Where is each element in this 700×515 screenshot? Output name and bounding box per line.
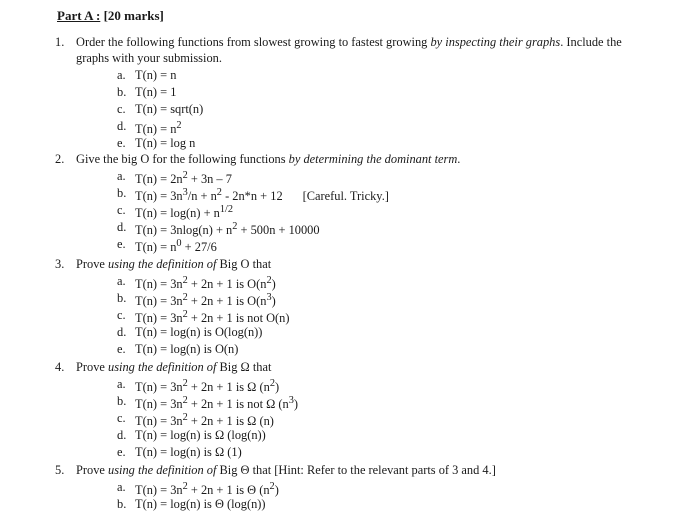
superscript: 2 [182, 378, 188, 389]
marks-label: [20 marks] [103, 8, 164, 23]
list-item [55, 185, 655, 202]
item-text: + 2n + 1 is Θ (n [187, 483, 270, 498]
item-text: T(n) = 1 [135, 85, 177, 99]
item-label: e. [117, 237, 126, 251]
item-label: e. [117, 342, 126, 356]
list-item [55, 341, 655, 358]
question-number: 1. [55, 35, 65, 49]
item-text: T(n) = n [135, 68, 177, 82]
question-text-part: . [457, 152, 461, 166]
question-text-part: Prove [76, 257, 109, 271]
superscript: 0 [176, 238, 182, 249]
item-text: T(n) = 3n [135, 397, 183, 412]
question-text-part: Prove [76, 463, 109, 477]
item-label: a. [117, 377, 126, 391]
superscript: 3 [288, 395, 294, 406]
superscript: 2 [182, 170, 188, 181]
item-label: c. [117, 308, 126, 322]
question-1 [55, 34, 655, 152]
question-emphasis: using the definition of [108, 463, 217, 477]
question-emphasis: by inspecting their graphs [430, 35, 561, 49]
question-emphasis: using the definition of [108, 360, 217, 374]
question-text-part: Big Ω that [216, 360, 272, 374]
item-text: + 500n + 10000 [237, 223, 320, 238]
item-text: T(n) = 3n [135, 380, 183, 395]
item-text: T(n) = log(n) + n [135, 206, 220, 221]
superscript: 2 [266, 275, 272, 286]
item-label: d. [117, 428, 127, 442]
item-text: T(n) = 3nlog(n) + n [135, 223, 233, 238]
item-text: T(n) = log(n) is Ω (1) [135, 445, 242, 459]
item-text: + 2n + 1 is O(n [187, 277, 267, 292]
superscript: 2 [182, 481, 188, 492]
superscript: 2 [182, 309, 188, 320]
list-item [55, 273, 655, 290]
item-label: e. [117, 445, 126, 459]
list-item [55, 168, 655, 185]
item-label: c. [117, 203, 126, 217]
item-label: d. [117, 119, 127, 133]
part-heading [57, 8, 164, 24]
item-text: T(n) = sqrt(n) [135, 102, 204, 116]
list-item [55, 67, 655, 84]
superscript: 2 [182, 275, 188, 286]
item-label: b. [117, 497, 127, 511]
list-item [55, 427, 655, 444]
item-text: T(n) = log n [135, 136, 196, 150]
superscript: 1/2 [219, 204, 234, 215]
item-text: + 2n + 1 is O(n [187, 294, 267, 309]
item-text: T(n) = 3n [135, 189, 183, 204]
item-label: a. [117, 169, 126, 183]
item-text: + 3n – 7 [187, 172, 232, 187]
superscript: 2 [269, 378, 275, 389]
item-text: + 2n + 1 is not Ω (n [187, 397, 289, 412]
list-item [55, 135, 655, 152]
superscript: 2 [182, 395, 188, 406]
list-item [55, 118, 655, 135]
superscript: 3 [266, 292, 272, 303]
item-text: - 2n*n + 12 [221, 189, 283, 204]
item-label: a. [117, 480, 126, 494]
superscript: 2 [182, 412, 188, 423]
question-emphasis: using the definition of [108, 257, 217, 271]
careful-note: [Careful. Tricky.] [302, 189, 389, 204]
item-text: T(n) = 3n [135, 414, 183, 429]
list-item [55, 202, 655, 219]
item-text: T(n) = log(n) is Ω (log(n)) [135, 428, 266, 442]
item-text: T(n) = n [135, 122, 177, 137]
item-text: T(n) = log(n) is Θ (log(n)) [135, 497, 266, 511]
list-item [55, 324, 655, 341]
question-number: 2. [55, 152, 65, 166]
superscript: 3 [182, 187, 188, 198]
item-text: T(n) = 3n [135, 311, 183, 326]
question-text-part: Give the big O for the following functions [76, 152, 289, 166]
superscript: 2 [176, 120, 182, 131]
list-item [55, 479, 655, 496]
list-item [55, 410, 655, 427]
item-text: T(n) = 3n [135, 277, 183, 292]
item-list [55, 273, 655, 358]
item-label: a. [117, 68, 126, 82]
list-item [55, 290, 655, 307]
item-text: T(n) = log(n) is O(n) [135, 342, 239, 356]
item-text: ) [274, 380, 280, 395]
question-2 [55, 151, 655, 253]
item-list [55, 67, 655, 152]
item-text: + 2n + 1 is not O(n) [187, 311, 290, 326]
question-number: 3. [55, 257, 65, 271]
item-text: T(n) = n [135, 240, 177, 255]
question-text-part: Order the following functions from slowest growing to fastest growing [76, 35, 431, 49]
item-text: T(n) = log(n) is O(log(n)) [135, 325, 263, 339]
list-item [55, 307, 655, 324]
question-emphasis: by determining the dominant term [288, 152, 458, 166]
item-list [55, 479, 655, 513]
item-list [55, 376, 655, 461]
list-item [55, 393, 655, 410]
part-label: Part A : [57, 8, 101, 23]
item-label: b. [117, 291, 127, 305]
question-text-part: . Include the graphs with your submission. [76, 35, 622, 65]
question-text [55, 151, 655, 167]
item-text: T(n) = 3n [135, 294, 183, 309]
question-text-part: Big O that [216, 257, 272, 271]
item-text: + 2n + 1 is Ω (n) [187, 414, 274, 429]
question-text [55, 256, 655, 272]
item-text: + 2n + 1 is Ω (n [187, 380, 270, 395]
superscript: 2 [232, 221, 238, 232]
superscript: 2 [269, 481, 275, 492]
list-item [55, 219, 655, 236]
superscript: 2 [216, 187, 222, 198]
item-label: a. [117, 274, 126, 288]
superscript: 2 [182, 292, 188, 303]
item-text: ) [271, 294, 276, 309]
item-label: c. [117, 102, 126, 116]
item-label: e. [117, 136, 126, 150]
question-text-part: Big Θ that [Hint: Refer to the relevant parts of 3 and 4.] [216, 463, 496, 477]
item-label: d. [117, 325, 127, 339]
item-list [55, 168, 655, 253]
item-text: T(n) = 3n [135, 483, 183, 498]
question-text-part: Prove [76, 360, 109, 374]
item-label: d. [117, 220, 127, 234]
question-3 [55, 256, 655, 358]
item-label: b. [117, 186, 127, 200]
list-item [55, 444, 655, 461]
item-text: ) [274, 483, 279, 498]
list-item [55, 496, 655, 513]
item-text: + 27/6 [181, 240, 217, 255]
list-item [55, 376, 655, 393]
question-text [55, 359, 655, 375]
item-text: T(n) = 2n [135, 172, 183, 187]
question-5 [55, 462, 655, 513]
list-item [55, 236, 655, 253]
item-label: b. [117, 394, 127, 408]
list-item [55, 101, 655, 118]
item-text: ) [293, 397, 299, 412]
question-text [55, 462, 655, 478]
item-text: /n + n [187, 189, 217, 204]
question-text [55, 34, 655, 66]
item-label: b. [117, 85, 127, 99]
question-number: 4. [55, 360, 65, 374]
question-number: 5. [55, 463, 65, 477]
list-item [55, 84, 655, 101]
item-label: c. [117, 411, 126, 425]
item-text: ) [271, 277, 276, 292]
question-4 [55, 359, 655, 461]
